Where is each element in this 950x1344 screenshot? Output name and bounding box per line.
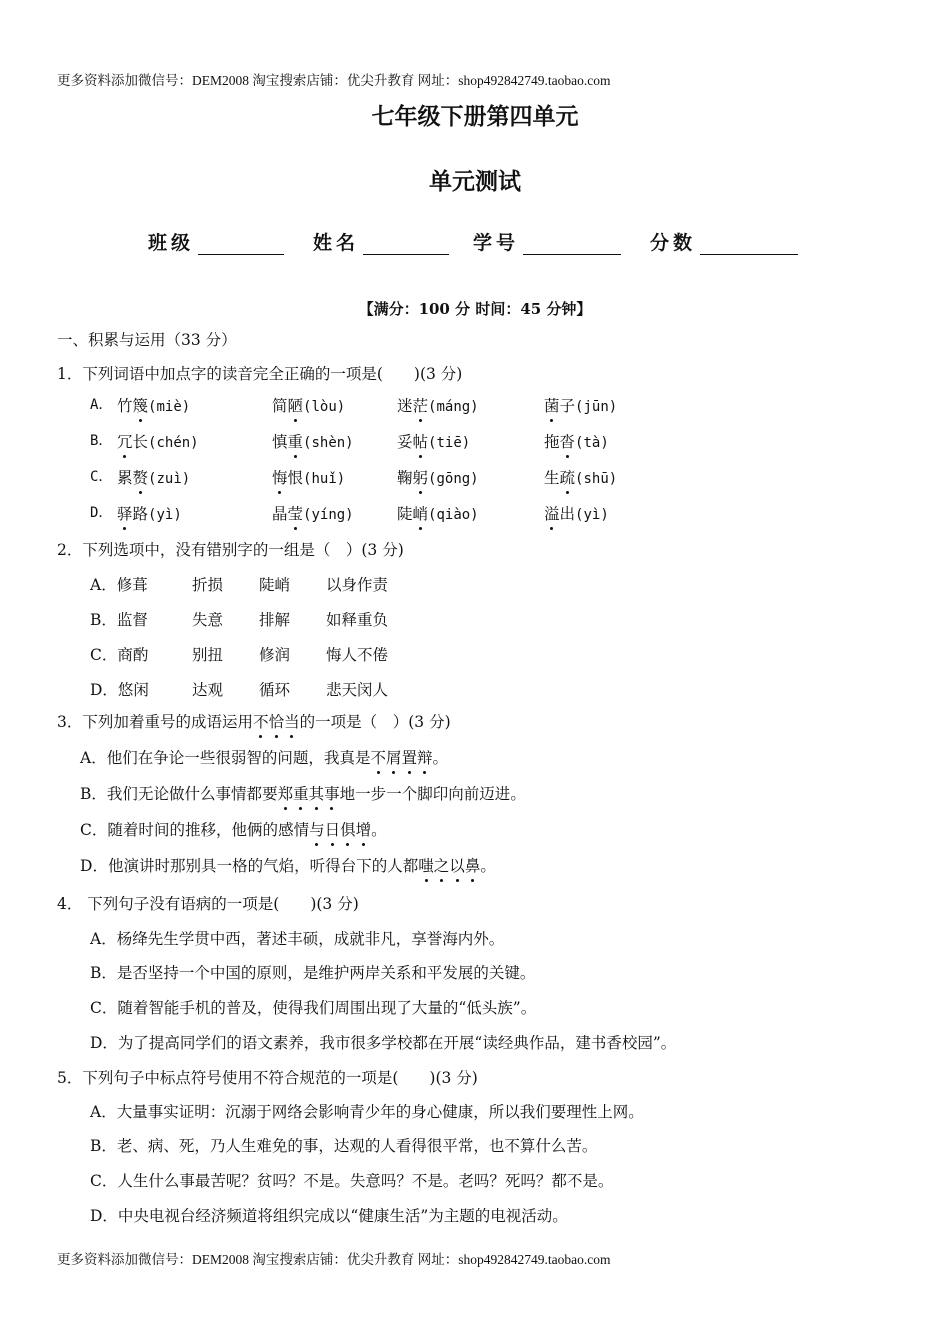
option-item: C．商酌 — [90, 646, 149, 664]
option-word: 如释重负 — [326, 611, 389, 629]
option-word: 溢出(yì) — [544, 502, 609, 524]
score-field: 分数 — [650, 228, 798, 258]
option-item: B．监督 — [90, 611, 148, 629]
option-word: 修润 — [259, 646, 291, 664]
class-field: 班级 — [148, 228, 284, 258]
option-item: A．修葺 — [90, 576, 148, 594]
option-word: 驿路(yì) — [117, 502, 182, 524]
option-word: 生疏(shū) — [544, 466, 617, 488]
option-word: 悔人不倦 — [326, 646, 389, 664]
option-word: 以身作责 — [326, 576, 389, 594]
name-field: 姓名 — [313, 228, 449, 258]
option-word: 鞠躬(gōng) — [397, 466, 479, 488]
option-word: 拖沓(tà) — [544, 430, 609, 452]
exam-info: 【满分：100 分 时间：45 分钟】 — [358, 300, 592, 318]
option-sentence: D．他演讲时那别具一格的气焰，听得台下的人都嗤之以鼻。 — [80, 854, 496, 876]
page-title: 七年级下册第四单元 — [371, 103, 579, 130]
option-word: 竹篾(miè) — [117, 394, 190, 416]
option-sentence: C．随着时间的推移，他俩的感情与日俱增。 — [80, 818, 387, 840]
option-sentence: C．人生什么事最苦呢？贫吗？不是。失意吗？不是。老吗？死吗？都不是。 — [90, 1172, 614, 1190]
option-word: 慎重(shèn) — [272, 430, 354, 452]
question-2-stem: 2．下列选项中，没有错别字的一组是（ ）(3 分) — [57, 541, 404, 559]
option-word: 迷茫(máng) — [397, 394, 479, 416]
option-word: 折损 — [192, 576, 224, 594]
option-word: 别扭 — [192, 646, 224, 664]
option-sentence: B．老、病、死，乃人生难免的事，达观的人看得很平常，也不算什么苦。 — [90, 1137, 598, 1155]
option-label: A． — [90, 397, 113, 413]
option-word: 妥帖(tiē) — [397, 430, 470, 452]
question-1-stem: 1．下列词语中加点字的读音完全正确的一项是( )(3 分) — [57, 365, 463, 383]
option-sentence: D．中央电视台经济频道将组织完成以“健康生活”为主题的电视活动。 — [90, 1207, 568, 1225]
option-word: 陡峭(qiào) — [397, 502, 479, 524]
option-word: 达观 — [192, 681, 224, 699]
option-word: 简陋(lòu) — [272, 394, 345, 416]
option-sentence: A．他们在争论一些很弱智的问题，我真是不屑置辩。 — [80, 746, 448, 768]
option-label: C． — [90, 469, 113, 485]
header-note: 更多资料添加微信号：DEM2008 淘宝搜索店铺：优尖升教育 网址：shop492842749.taobao.com — [57, 73, 611, 88]
page-subtitle: 单元测试 — [429, 168, 521, 195]
option-sentence: B．是否坚持一个中国的原则，是维护两岸关系和平发展的关键。 — [90, 964, 536, 982]
option-item: D．悠闲 — [90, 681, 149, 699]
option-sentence: A．杨绛先生学贯中西，著述丰硕，成就非凡，享誉海内外。 — [90, 930, 505, 948]
question-5-stem: 5．下列句子中标点符号使用不符合规范的一项是( )(3 分) — [57, 1069, 478, 1087]
student-number-field: 学号 — [473, 228, 621, 258]
option-sentence: B．我们无论做什么事情都要郑重其事地一步一个脚印向前迈进。 — [80, 782, 526, 804]
option-sentence: D．为了提高同学们的语文素养，我市很多学校都在开展“读经典作品，建书香校园”。 — [90, 1034, 677, 1052]
option-label: D． — [90, 505, 113, 521]
option-word: 陡峭 — [259, 576, 291, 594]
option-sentence: A．大量事实证明：沉溺于网络会影响青少年的身心健康，所以我们要理性上网。 — [90, 1103, 644, 1121]
section-heading: 一、积累与运用（33 分） — [57, 331, 237, 349]
option-word: 冗长(chén) — [117, 430, 199, 452]
question-3-stem: 3．下列加着重号的成语运用不恰当的一项是（ ）(3 分) — [57, 710, 451, 732]
option-word: 悲天闵人 — [326, 681, 389, 699]
option-label: B． — [90, 433, 113, 449]
option-word: 晶莹(yíng) — [272, 502, 354, 524]
footer-note: 更多资料添加微信号：DEM2008 淘宝搜索店铺：优尖升教育 网址：shop492842749.taobao.com — [57, 1252, 611, 1267]
option-word: 累赘(zuì) — [117, 466, 190, 488]
option-sentence: C．随着智能手机的普及，使得我们周围出现了大量的“低头族”。 — [90, 999, 537, 1017]
option-word: 排解 — [259, 611, 291, 629]
option-word: 菌子(jūn) — [544, 394, 617, 416]
option-word: 悔恨(huǐ) — [272, 466, 345, 488]
option-word: 失意 — [192, 611, 224, 629]
option-word: 循环 — [259, 681, 291, 699]
question-4-stem: 4． 下列句子没有语病的一项是( )(3 分) — [57, 895, 359, 913]
